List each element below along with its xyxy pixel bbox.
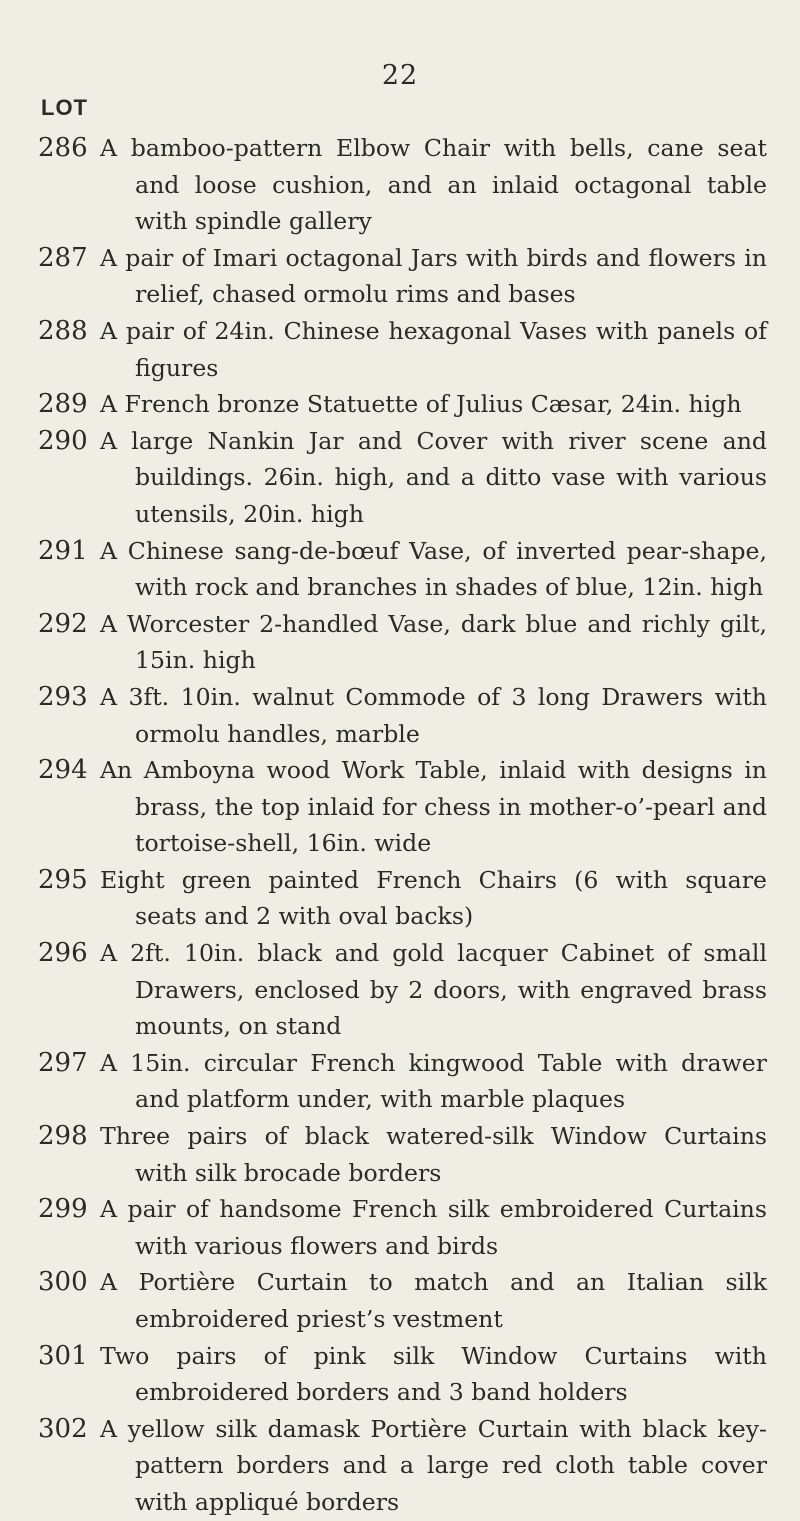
lot-number: 292 [38,608,88,639]
lot-description: A yellow silk damask Portière Curtain with black key-pattern borders and a large red cloth table cover with appliqué borders [100,1414,767,1516]
lot-number: 299 [38,1194,88,1225]
lot-description: A bamboo-pattern Elbow Chair with bells, cane seat and loose cushion, and an inlaid octagonal table with spindle gallery [100,134,767,236]
lot-number: 301 [38,1340,88,1371]
lot-list [0,130,800,1521]
lot-number: 302 [38,1413,88,1444]
lot-description: A pair of handsome French silk embroidered Curtains with various flowers and birds [100,1195,767,1260]
lot-description: A Worcester 2-handled Vase, dark blue and richly gilt, 15in. high [100,609,767,675]
lot-number: 286 [38,133,88,163]
lot-description: Three pairs of black watered-silk Window Curtains with silk brocade borders [100,1122,767,1187]
lot-description: A pair of Imari octagonal Jars with birds and flowers in relief, chased ormolu rims and bases [100,243,767,309]
lot-entry [0,862,800,935]
lot-entry [0,423,800,533]
lot-entry [0,1264,800,1337]
lot-description: Two pairs of pink silk Window Curtains with embroidered borders and 3 band holders [100,1341,767,1407]
lot-number: 297 [38,1047,88,1078]
lot-entry [0,1045,800,1118]
lot-number: 290 [38,425,88,456]
page-number: 22 [381,60,419,91]
lot-entry [0,752,800,862]
lot-number: 291 [38,535,88,566]
lot-entry [0,1411,800,1521]
lot-description: A Chinese sang-de-bœuf Vase, of inverted pear-shape, with rock and branches in shades of blue, 12in. high [100,536,767,602]
lot-entry [0,533,800,606]
lot-description: A large Nankin Jar and Cover with river scene and buildings. 26in. high, and a ditto vase with various utensils, 20in. high [100,426,767,528]
lot-number: 288 [38,315,88,346]
lot-description: An Amboyna wood Work Table, inlaid with designs in brass, the top inlaid for chess in mother-o’-pearl and tortoise-shell, 16in. wide [100,756,767,858]
lot-entry [0,1118,800,1191]
lot-entry [0,313,800,386]
lot-number: 289 [38,389,88,420]
lot-description: A 3ft. 10in. walnut Commode of 3 long Drawers with ormolu handles, marble [100,682,767,748]
lot-number: 295 [38,864,88,895]
lot-column-header: LOT [41,95,88,120]
lot-entry [0,130,800,240]
lot-entry [0,679,800,752]
lot-description: A Portière Curtain to match and an Italian silk embroidered priest’s vestment [100,1268,767,1333]
lot-entry [0,1191,800,1264]
lot-entry [0,606,800,679]
lot-description: Eight green painted French Chairs (6 with square seats and 2 with oval backs) [100,865,767,931]
lot-description: A French bronze Statuette of Julius Cæsar, 24in. high [100,390,742,419]
lot-description: A 2ft. 10in. black and gold lacquer Cabinet of small Drawers, enclosed by 2 doors, with engraved brass mounts, on stand [100,939,767,1041]
lot-entry [0,240,800,313]
lot-description: A pair of 24in. Chinese hexagonal Vases with panels of figures [100,316,767,382]
lot-number: 287 [38,242,88,273]
lot-description: A 15in. circular French kingwood Table with drawer and platform under, with marble plaques [100,1048,767,1114]
lot-number: 293 [38,681,88,712]
lot-number: 296 [38,938,88,969]
lot-entry [0,386,800,423]
lot-entry [0,1338,800,1411]
lot-number: 294 [38,755,88,786]
lot-entry [0,935,800,1045]
lot-number: 298 [38,1121,88,1152]
lot-number: 300 [38,1267,88,1298]
